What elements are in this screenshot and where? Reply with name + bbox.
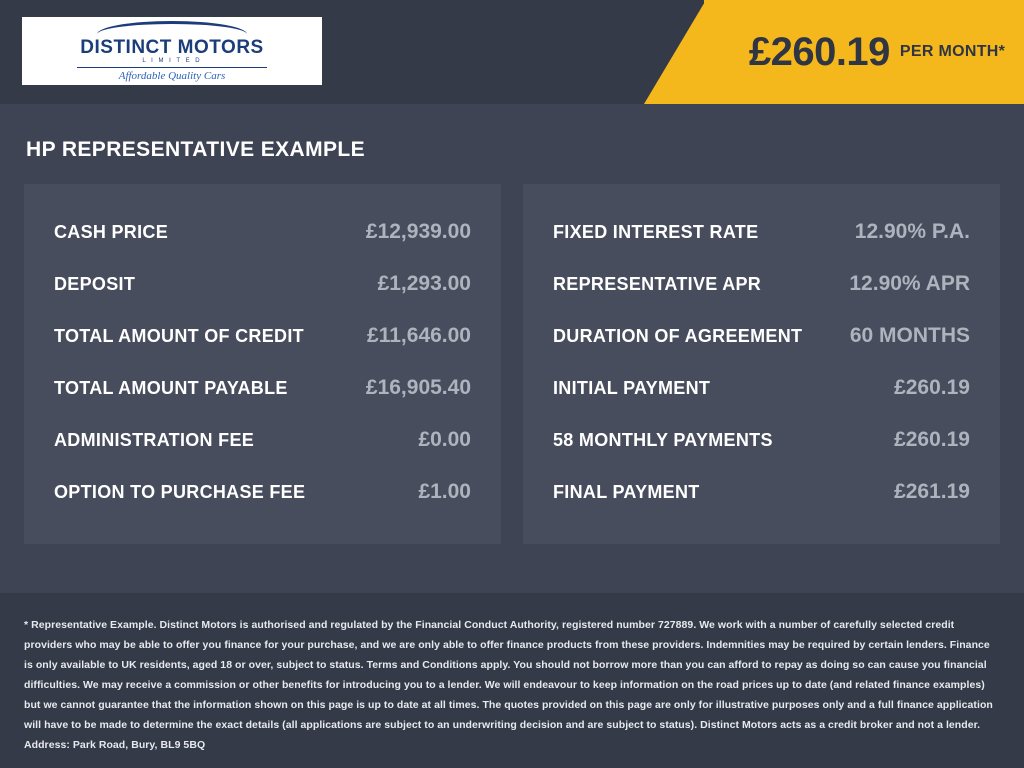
page-title: HP REPRESENTATIVE EXAMPLE (26, 138, 366, 161)
row-label: CASH PRICE (54, 222, 169, 242)
table-row (553, 310, 970, 362)
left-details-panel (24, 184, 501, 544)
logo-divider (77, 67, 267, 68)
table-row (54, 258, 471, 310)
row-label: REPRESENTATIVE APR (553, 274, 762, 294)
dealer-logo (22, 17, 322, 85)
disclaimer-text: * Representative Example. Distinct Motors is authorised and regulated by the Financial Conduct Authority, registered number 727889. We work with a number of carefully selected credit providers who may be able to offer you finance for your purchase, and we are only able to offer finance products from these providers. Indemnities may be required by certain lenders. Finance is only available to UK residents, aged 18 or over, subject to status. Terms and Conditions apply. You should not borrow more than you can afford to repay as doing so can cause you financial difficulties. We may receive a commission or other benefits for introducing you to a lender. We will endeavour to keep information on the road prices up to date (and related finance examples) but we cannot guarantee that the information shown on this page is up to date at all times. The quotes provided on this page are only for illustrative purposes only and a full finance application will have to be made to determine the exact details (all applications are subject to an underwriting decision and are subject to status). Distinct Motors acts as a credit broker and not a lender. Address: Park Road, Bury, BL9 5BQ (24, 619, 993, 751)
price-amount: £260.19 (748, 29, 890, 74)
row-label: TOTAL AMOUNT OF CREDIT (54, 326, 304, 346)
table-row (553, 206, 970, 258)
row-value: £12,939.00 (365, 220, 471, 243)
table-row (54, 206, 471, 258)
row-value: £260.19 (894, 428, 970, 451)
price-suffix: PER MONTH* (899, 43, 1006, 60)
car-swoosh-icon (97, 21, 247, 37)
table-row (54, 414, 471, 466)
row-value: 12.90% P.A. (854, 220, 970, 243)
right-details-panel (523, 184, 1000, 544)
row-value: 60 MONTHS (849, 324, 970, 347)
logo-limited: L I M I T E D (142, 57, 202, 64)
table-row (54, 310, 471, 362)
row-label: FIXED INTEREST RATE (553, 222, 759, 242)
logo-inner (77, 21, 267, 82)
row-value: £1,293.00 (377, 272, 471, 295)
table-row (553, 258, 970, 310)
row-label: FINAL PAYMENT (553, 482, 700, 502)
logo-name: DISTINCT MOTORS (80, 36, 264, 58)
row-label: DURATION OF AGREEMENT (553, 326, 803, 346)
table-row (553, 414, 970, 466)
row-value: £260.19 (894, 376, 970, 399)
header (0, 0, 1024, 104)
footer-disclaimer (0, 593, 1024, 768)
finance-details (0, 162, 1024, 544)
row-label: TOTAL AMOUNT PAYABLE (54, 378, 288, 398)
table-row (553, 362, 970, 414)
row-value: £16,905.40 (365, 376, 471, 399)
row-label: OPTION TO PURCHASE FEE (54, 482, 306, 502)
table-row (54, 362, 471, 414)
table-row (553, 466, 970, 518)
row-label: DEPOSIT (54, 274, 136, 294)
monthly-price-banner (704, 0, 1024, 104)
row-label: INITIAL PAYMENT (553, 378, 711, 398)
row-value: £0.00 (418, 428, 471, 451)
row-value: £261.19 (894, 480, 970, 503)
row-value: £11,646.00 (367, 324, 471, 347)
row-label: 58 MONTHLY PAYMENTS (553, 430, 773, 450)
table-row (54, 466, 471, 518)
logo-tagline: Affordable Quality Cars (118, 69, 226, 82)
row-value: 12.90% APR (849, 272, 970, 295)
row-label: ADMINISTRATION FEE (54, 430, 255, 450)
row-value: £1.00 (418, 480, 471, 503)
